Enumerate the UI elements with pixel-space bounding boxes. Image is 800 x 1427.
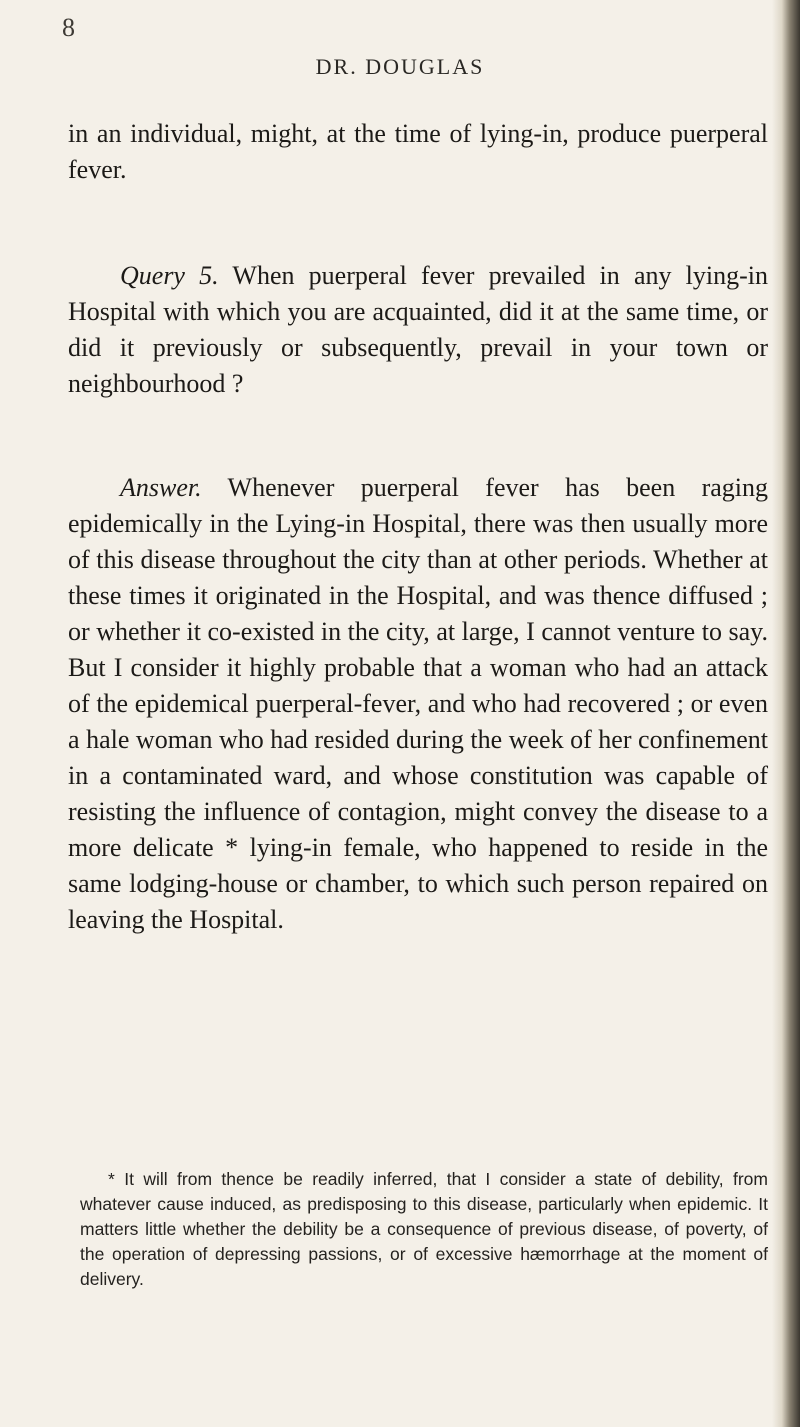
footnote xyxy=(80,1167,768,1292)
page-edge-shadow xyxy=(772,0,800,1427)
continuation-paragraph xyxy=(68,116,768,188)
query-text: When puerperal fever prevailed in any lying-in Hospital with which you are acquainted, did it at the same time, or did it previously or subsequently, prevail in your town or neighbourhood ? xyxy=(68,261,768,398)
page-number: 8 xyxy=(62,13,75,42)
running-head: DR. DOUGLAS xyxy=(315,54,485,79)
answer-paragraph xyxy=(68,470,768,938)
query-label: Query 5. xyxy=(120,261,219,290)
answer-text: Whenever puerperal fever has been raging epidemically in the Lying-in Hospital, there was then usually more of this disease throughout the city than at other periods. Whether at these times it originated in the Hospital, and was thence diffused ; or whether it co-existed in the city, at large, I cannot venture to say. But I consider it highly probable that a woman who had an attack of the epidemical puerperal-fever, and who had recovered ; or even a hale woman who had resided during the week of her confinement in a contaminated ward, and whose constitution was capable of resisting the influence of contagion, might convey the disease to a more delicate * lying-in female, who happened to reside in the same lodging-house or chamber, to which such person repaired on leaving the Hospital. xyxy=(68,473,768,934)
footnote-text: * It will from thence be readily inferred, that I consider a state of debility, from whatever cause induced, as predisposing to this disease, particularly when epidemic. It matters little whether the debility be a consequence of previous disease, of poverty, of the operation of depressing passions, or of excessive hæmorrhage at the moment of delivery. xyxy=(80,1169,768,1289)
answer-label: Answer. xyxy=(120,473,202,502)
query-paragraph xyxy=(68,258,768,402)
continuation-text: in an individual, might, at the time of lying-in, produce puerperal fever. xyxy=(68,119,768,184)
